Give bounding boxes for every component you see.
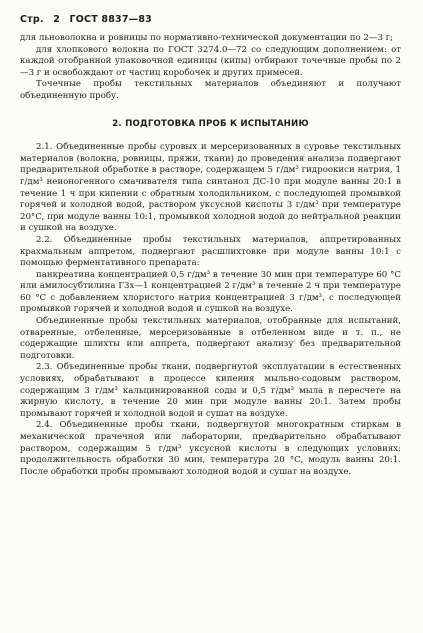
intro-paragraph-3: Точечные пробы текстильных материалов объединяют и получают объединенную пробу. xyxy=(20,79,401,101)
standard-code: ГОСТ 8837—83 xyxy=(69,14,152,25)
page-number: 2 xyxy=(53,14,61,25)
paragraph-2-2-enzyme: панкреатина концентрацией 0,5 г/дм³ в течение 30 мин при температуре 60 °C или амилосубтилина Г3х—1 концентрацией 2 г/дм³ в течение 2 ч при температуре 60 °C с добавлением хлористого натрия концентрацией 3 г/дм³, с последующей промывкой горячей и холодной водой и сушкой на воздухе. xyxy=(20,269,401,315)
paragraph-2-3: 2.3. Объединенные пробы ткани, подвергнутой эксплуатации в естественных условиях, обрабатывают в процессе кипения мыльно-содовым раствором, содержащим 3 г/дм³ кальцинированной соды и 0,5 г/дм³ мыла в пересчете на жирную кислоту, в течение 20 мин при модуле ванны 20:1. Затем пробы промывают горячей и холодной водой и сушат на воздухе. xyxy=(20,362,401,419)
intro-paragraph-1: для льноволокна и ровницы по нормативно-технической документации по 2—3 г; xyxy=(20,33,394,43)
document-body xyxy=(20,33,401,478)
intro-paragraph-2: для хлопкового волокна по ГОСТ 3274.0—72 со следующим дополнением: от каждой отобранной упаковочной единицы (кипы) отбирают точечные пробы по 2—3 г и освобождают от частиц коробочек и других примесей. xyxy=(20,44,401,78)
paragraph-2-4: 2.4. Объединенные пробы ткани, подвергнутой многократным стиркам в механической прачечной или лаборатории, предварительно обрабатывают раствором, содержащим 5 г/дм³ уксусной кислоты в следующих условиях: продолжительность обработки 30 мин, температура 20 °C, модуль ванны 20:1. После обработки пробы промывают холодной водой и сушат на воздухе. xyxy=(20,420,401,477)
paragraph-2-2-no-prep: Объединенные пробы текстильных материалов, отобранные для испытаний, отваренные, отбеленные, мерсеризованные в отбеленном виде и т. п., не содержащие шлихты или аппрета, подвергают анализу без предварительной подготовки. xyxy=(20,316,401,361)
paragraph-2-2: 2.2. Объединенные пробы текстильных материалов, аппретированных крахмальным аппретом, подвергают расшлихтовке при модуле ванны 10:1 с помощью ферментативного препарата: xyxy=(20,234,401,269)
page-header xyxy=(20,14,401,25)
paragraph-2-1: 2.1. Объединенные пробы суровых и мерсеризованных в суровье текстильных материалов (волокна, ровницы, пряжи, ткани) до проведения анализа подвергают предварительной обработке в растворе, содержащем 5 г/дм³ гидроокиси натрия, 1 г/дм³ неионогенного смачивателя типа синтанол ДС-10 при модуле ванны 20:1 в течение 1 ч при кипении с обратным холодильником, с последующей промывкой горячей и холодной водой, раствором уксусной кислоты 3 г/дм³ при температуре 20°C, при модуле ванны 10:1, промывкой холодной водой до нейтральной реакции и сушкой на воздухе. xyxy=(20,142,401,234)
section-title: 2. ПОДГОТОВКА ПРОБ К ИСПЫТАНИЮ xyxy=(112,118,309,129)
page-label: Стр. xyxy=(20,14,44,25)
